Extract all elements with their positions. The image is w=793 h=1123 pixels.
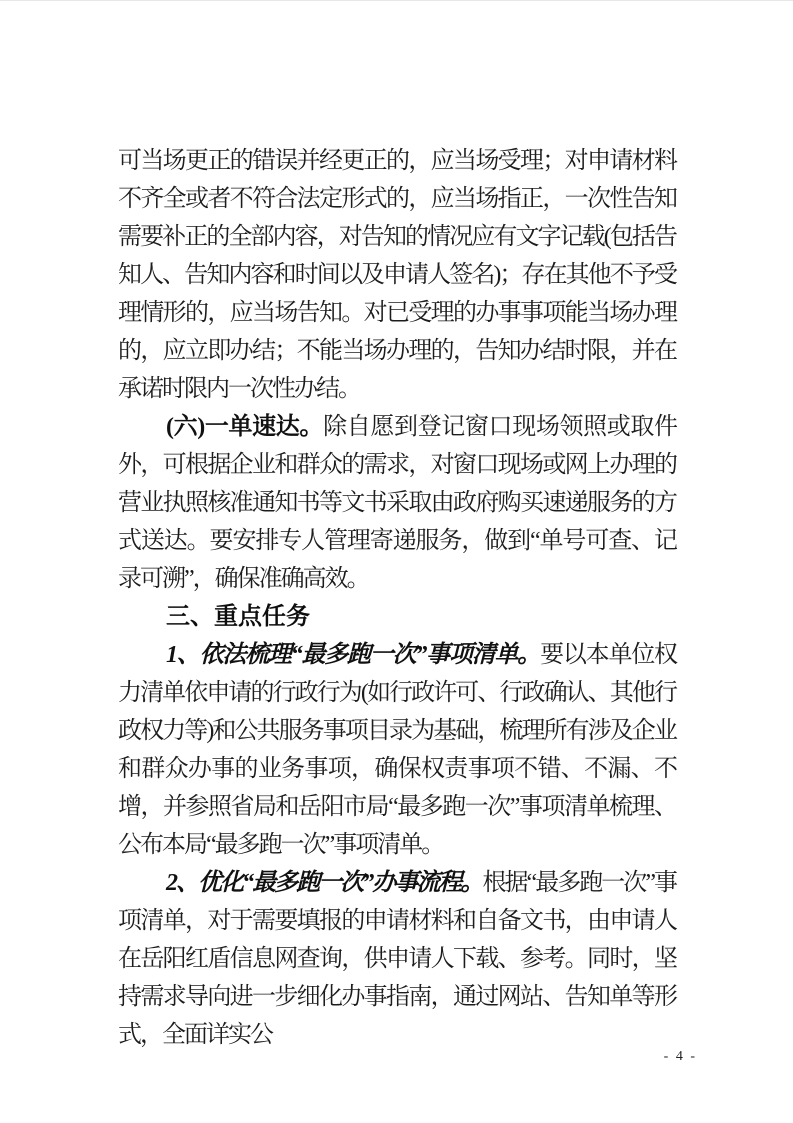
page-number: - 4 - bbox=[663, 1049, 697, 1064]
paragraph-text: 可当场更正的错误并经更正的，应当场受理；对申请材料不齐全或者不符合法定形式的，应当场指正，一次性告知需要补正的全部内容，对告知的情况应有文字记载(包括告知人、告知内容和时间以及申请人签名)；存在其他不予受理情形的，应当场告知。对已受理的办事事项能当场办理的，应立即办结；不能当场办理的，告知办结时限，并在承诺时限内一次性办结。 bbox=[118, 148, 676, 402]
paragraph-text: 除自愿到登记窗口现场领照或取件外，可根据企业和群众的需求，对窗口现场或网上办理的营业执照核准通知书等文书采取由政府购买速递服务的方式送达。要安排专人管理寄递服务，做到“单号可查、记录可溯”，确保准确高效。 bbox=[118, 414, 677, 592]
page-footer bbox=[664, 1049, 697, 1065]
paragraph-lead: 1、依法梳理“最多跑一次”事项清单。 bbox=[166, 642, 541, 668]
paragraph-task-2 bbox=[118, 864, 676, 1054]
paragraph-task-1 bbox=[118, 636, 676, 864]
document-content bbox=[118, 142, 676, 1054]
paragraph-continuation bbox=[118, 142, 676, 408]
paragraph-text: 根据“最多跑一次”事项清单，对于需要填报的申请材料和自备文书，由申请人在岳阳红盾信息网查询，供申请人下载、参考。同时，坚持需求导向进一步细化办事指南，通过网站、告知单等形式，全面详实公 bbox=[118, 870, 677, 1048]
paragraph-lead: (六)一单速达。 bbox=[166, 414, 324, 440]
section-heading: 三、重点任务 bbox=[166, 603, 310, 630]
paragraph-lead: 2、优化“最多跑一次”办事流程。 bbox=[166, 870, 483, 896]
paragraph-text: 要以本单位权力清单依申请的行政行为(如行政许可、行政确认、其他行政权力等)和公共服务事项目录为基础，梳理所有涉及企业和群众办事的业务事项，确保权责事项不错、不漏、不增，并参照省局和岳阳市局“最多跑一次”事项清单梳理、公布本局“最多跑一次”事项清单。 bbox=[118, 642, 677, 858]
paragraph-item-six bbox=[118, 408, 676, 598]
